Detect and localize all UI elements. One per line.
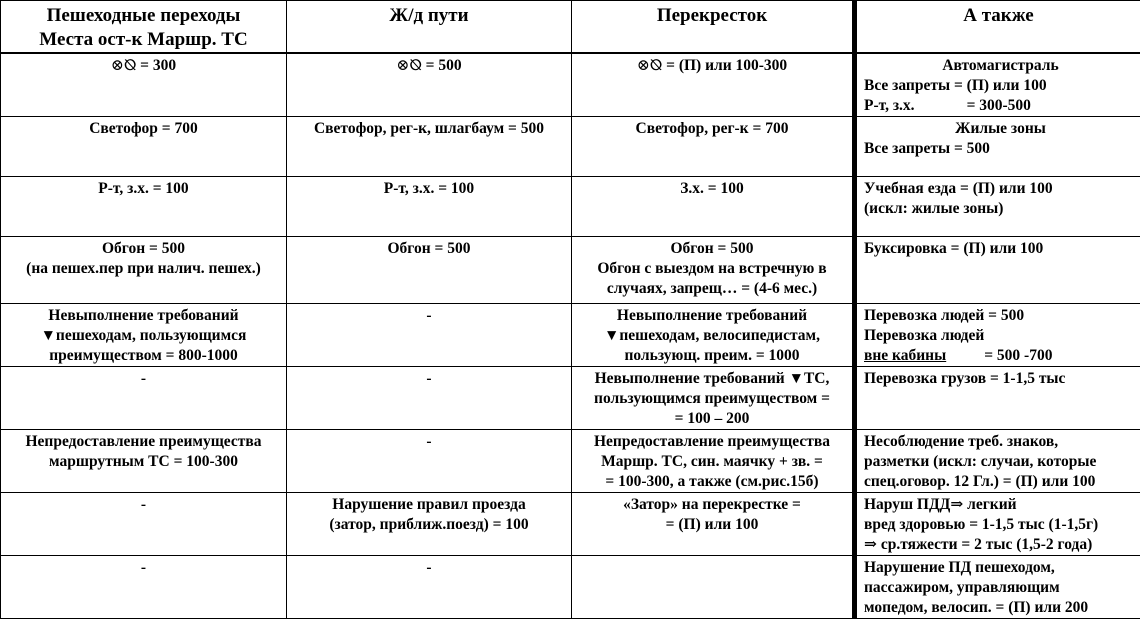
table-cell	[572, 53, 855, 117]
table-cell	[1, 556, 287, 619]
table-cell	[287, 177, 572, 237]
cell-line: «Затор» на перекрестке =	[575, 495, 849, 515]
table-cell	[855, 556, 1140, 619]
cell-line: разметки (искл: случаи, которые	[864, 452, 1137, 472]
cell-line: ▼пешеходам, велосипедистам,	[575, 326, 849, 346]
cell-line: Непредоставление преимущества	[4, 432, 283, 452]
header-railway: Ж/д пути	[287, 1, 572, 54]
table-cell	[287, 304, 572, 367]
header-also: А также	[855, 1, 1140, 54]
cell-line: Автомагистраль	[864, 56, 1137, 76]
table-cell	[1, 53, 287, 117]
cell-line: Обгон = 500	[4, 239, 283, 259]
table-cell	[572, 367, 855, 430]
table-cell	[572, 430, 855, 493]
cell-line: Невыполнение требований	[575, 306, 849, 326]
cell-line: пассажиром, управляющим	[864, 578, 1137, 598]
table-cell	[855, 304, 1140, 367]
cell-line: Все запреты = (П) или 100	[864, 76, 1137, 96]
table-row	[1, 237, 1140, 304]
cell-line: ▼пешеходам, пользующимся	[4, 326, 283, 346]
table-cell	[572, 237, 855, 304]
cell-line: Буксировка = (П) или 100	[864, 239, 1137, 259]
cell-line: (искл: жилые зоны)	[864, 199, 1137, 219]
cell-line: Перевозка грузов = 1-1,5 тыс	[864, 369, 1137, 389]
header-col1-line2: Места ост-к Маршр. ТС	[4, 28, 283, 52]
table-cell	[572, 117, 855, 177]
cell-line: ⇒ ср.тяжести = 2 тыс (1,5-2 года)	[864, 535, 1137, 555]
cell-line: спец.оговор. 12 Гл.) = (П) или 100	[864, 472, 1137, 492]
table-cell	[572, 304, 855, 367]
table-cell	[287, 53, 572, 117]
cell-line: вне кабины = 500 -700	[864, 346, 1137, 366]
table-cell	[1, 367, 287, 430]
cell-line: -	[290, 306, 568, 326]
table-cell	[1, 237, 287, 304]
table-cell	[855, 237, 1140, 304]
no-stopping-parking-icon: ⊗⦰	[637, 57, 662, 74]
cell-line: Невыполнение требований ▼ТС,	[575, 369, 849, 389]
cell-line: -	[4, 558, 283, 578]
cell-line: -	[290, 558, 568, 578]
table-cell	[1, 430, 287, 493]
cell-line: случаях, запрещ… = (4-6 мес.)	[575, 279, 849, 299]
cell-line: вред здоровью = 1-1,5 тыс (1-1,5г)	[864, 515, 1137, 535]
cell-line: пользующ. преим. = 1000	[575, 346, 849, 366]
header-pedestrian-crossings	[1, 1, 287, 54]
cell-line: -	[4, 369, 283, 389]
table-cell	[287, 367, 572, 430]
cell-line: = 100 – 200	[575, 409, 849, 429]
cell-line: Непредоставление преимущества	[575, 432, 849, 452]
no-stopping-parking-icon: ⊗⦰	[396, 57, 421, 74]
no-stopping-parking-icon: ⊗⦰	[111, 57, 136, 74]
cell-line: Р-т, з.х. = 100	[4, 179, 283, 199]
cell-line: Нарушение правил проезда	[290, 495, 568, 515]
table-cell	[1, 493, 287, 556]
cell-line: (на пешех.пер при налич. пешех.)	[4, 259, 283, 279]
cell-line: пользующимся преимуществом =	[575, 389, 849, 409]
table-row	[1, 117, 1140, 177]
table-cell	[855, 367, 1140, 430]
table-cell	[287, 117, 572, 177]
cell-line: мопедом, велосип. = (П) или 200	[864, 598, 1137, 618]
cell-line: Нарушение ПД пешеходом,	[864, 558, 1137, 578]
cell-line: Невыполнение требований	[4, 306, 283, 326]
table-cell	[287, 493, 572, 556]
cell-line: -	[290, 432, 568, 452]
table-cell	[572, 556, 855, 619]
table-cell	[855, 177, 1140, 237]
cell-line: преимуществом = 800-1000	[4, 346, 283, 366]
cell-line: Обгон = 500	[290, 239, 568, 259]
cell-line: Р-т, з.х. = 300-500	[864, 96, 1137, 116]
table-row	[1, 304, 1140, 367]
table-row	[1, 177, 1140, 237]
cell-line: Светофор, рег-к = 700	[575, 119, 849, 139]
table-row	[1, 556, 1140, 619]
table-cell	[1, 117, 287, 177]
table-cell	[287, 237, 572, 304]
cell-line: Наруш ПДД⇒ легкий	[864, 495, 1137, 515]
cell-line: Перевозка людей	[864, 326, 1137, 346]
cell-line: Перевозка людей = 500	[864, 306, 1137, 326]
header-intersection: Перекресток	[572, 1, 855, 54]
cell-line: Все запреты = 500	[864, 139, 1137, 159]
cell-line: = (П) или 100	[575, 515, 849, 535]
cell-line: Учебная езда = (П) или 100	[864, 179, 1137, 199]
cell-line: = 100-300, а также (см.рис.15б)	[575, 472, 849, 492]
cell-line: Маршр. ТС, син. маячку + зв. =	[575, 452, 849, 472]
cell-line: Светофор = 700	[4, 119, 283, 139]
table-cell	[1, 177, 287, 237]
table-cell	[287, 430, 572, 493]
cell-line: Жилые зоны	[864, 119, 1137, 139]
table-cell	[855, 430, 1140, 493]
cell-line: Несоблюдение треб. знаков,	[864, 432, 1137, 452]
table-cell	[855, 53, 1140, 117]
cell-line: ⊗⦰ = 300	[4, 56, 283, 76]
header-col1-line1: Пешеходные переходы	[4, 4, 283, 28]
table-row	[1, 493, 1140, 556]
table-cell	[572, 493, 855, 556]
cell-line: ⊗⦰ = 500	[290, 56, 568, 76]
table-cell	[287, 556, 572, 619]
cell-line: -	[290, 369, 568, 389]
cell-line: Обгон с выездом на встречную в	[575, 259, 849, 279]
header-row	[1, 1, 1140, 54]
table-cell	[1, 304, 287, 367]
cell-line: Светофор, рег-к, шлагбаум = 500	[290, 119, 568, 139]
cell-line: -	[4, 495, 283, 515]
cell-line: маршрутным ТС = 100-300	[4, 452, 283, 472]
table-cell	[855, 493, 1140, 556]
table-row	[1, 430, 1140, 493]
table-cell	[855, 117, 1140, 177]
table-row	[1, 53, 1140, 117]
cell-line: ⊗⦰ = (П) или 100-300	[575, 56, 849, 76]
table-cell	[572, 177, 855, 237]
cell-line: Обгон = 500	[575, 239, 849, 259]
cell-line: (затор, приближ.поезд) = 100	[290, 515, 568, 535]
cell-line: Р-т, з.х. = 100	[290, 179, 568, 199]
cell-line: З.х. = 100	[575, 179, 849, 199]
table-row	[1, 367, 1140, 430]
